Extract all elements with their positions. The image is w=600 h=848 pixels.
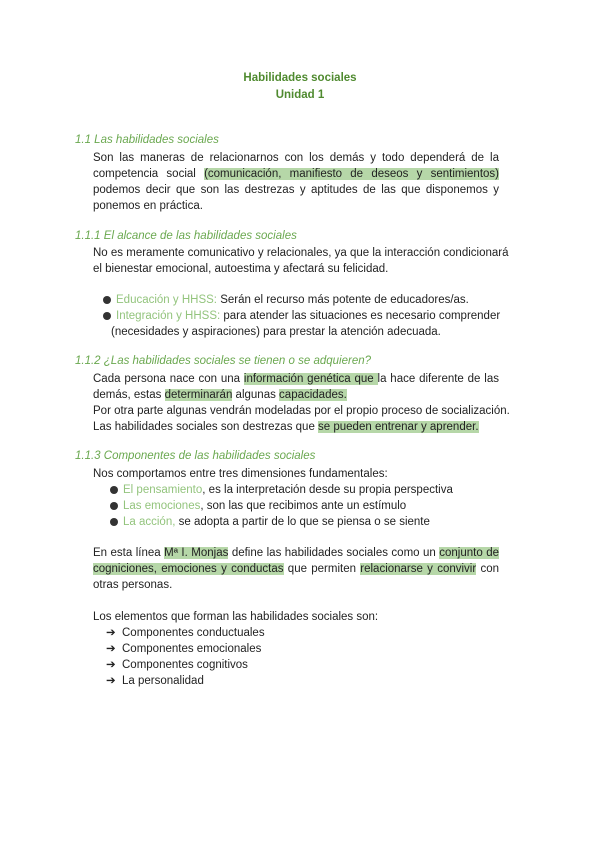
highlighted-text: Mª I. Monjas — [164, 547, 229, 559]
bullet-continuation: (necesidades y aspiraciones) para prestar la atención adecuada. — [111, 326, 441, 338]
bullet-text: para atender las situaciones es necesario comprender — [220, 310, 501, 322]
text-run: que permiten — [283, 563, 361, 575]
bullet-term: Las emociones — [123, 500, 201, 512]
bullet-icon — [110, 518, 118, 526]
arrow-list-item — [106, 641, 261, 657]
bullet-item — [110, 498, 406, 514]
section-heading-1-1: 1.1 Las habilidades sociales — [75, 134, 219, 146]
bullet-text: se adopta a partir de lo que se piensa o se siente — [175, 516, 430, 528]
bullet-item — [103, 292, 469, 308]
section-heading-1-1-2: 1.1.2 ¿Las habilidades sociales se tienen o se adquieren? — [75, 355, 372, 367]
bullet-term: El pensamiento — [123, 484, 203, 496]
highlighted-text: capacidades. — [279, 389, 347, 401]
bullet-term: La acción, — [123, 516, 176, 528]
text-run: Las habilidades sociales son destrezas que — [93, 421, 319, 433]
text-run: competencia social — [93, 168, 205, 180]
bullet-term: Educación y HHSS: — [116, 294, 217, 306]
text-run: define las habilidades sociales como un — [228, 547, 440, 559]
arrow-icon: ➔ — [106, 643, 116, 655]
arrow-list-item — [106, 673, 204, 689]
highlighted-text: (comunicación, manifiesto de deseos y sentimientos) — [204, 168, 499, 180]
paragraph-line — [93, 545, 499, 561]
text-run: algunas — [232, 389, 280, 401]
bullet-item — [110, 482, 453, 498]
paragraph-line — [93, 419, 479, 435]
bullet-text: Serán el recurso más potente de educadores/as. — [217, 294, 469, 306]
text-run: Cada persona nace con una — [93, 373, 244, 385]
highlighted-text: determinarán — [164, 389, 233, 401]
bullet-icon — [110, 486, 118, 494]
paragraph-line — [93, 561, 499, 577]
arrow-icon: ➔ — [106, 659, 116, 671]
paragraph-line — [93, 371, 499, 387]
highlighted-text: cogniciones, emociones y conductas — [93, 563, 284, 575]
highlighted-text: se pueden entrenar y aprender. — [318, 421, 479, 433]
list-item-text: Componentes conductuales — [122, 627, 265, 639]
document-subtitle: Unidad 1 — [275, 89, 325, 101]
bullet-term: Integración y HHSS: — [116, 310, 221, 322]
bullet-item — [103, 308, 500, 324]
document-title: Habilidades sociales — [243, 72, 357, 84]
arrow-icon: ➔ — [106, 675, 116, 687]
text-run: demás, estas — [93, 389, 165, 401]
highlighted-text: relacionarse y convivir — [360, 563, 477, 575]
bullet-text: , es la interpretación desde su propia perspectiva — [202, 484, 453, 496]
list-item-text: Componentes emocionales — [122, 643, 262, 655]
paragraph-line: Por otra parte algunas vendrán modeladas por el propio proceso de socialización. — [93, 405, 510, 417]
bullet-icon — [103, 296, 111, 304]
highlighted-text: información genética que — [243, 373, 378, 385]
paragraph-line: Nos comportamos entre tres dimensiones fundamentales: — [93, 468, 388, 480]
list-item-text: Componentes cognitivos — [122, 659, 248, 671]
bullet-text: , son las que recibimos ante un estímulo — [200, 500, 407, 512]
paragraph-line: No es meramente comunicativo y relacionales, ya que la interacción condicionará — [93, 247, 509, 259]
paragraph-line: ponemos en práctica. — [93, 200, 203, 212]
list-item-text: La personalidad — [122, 675, 204, 687]
bullet-item — [110, 514, 430, 530]
paragraph-line: Son las maneras de relacionarnos con los demás y todo dependerá de la — [93, 152, 499, 164]
paragraph-line: podemos decir que son las destrezas y aptitudes de las que disponemos y — [93, 184, 499, 196]
bullet-icon — [110, 502, 118, 510]
arrow-list-item — [106, 657, 248, 673]
text-run: En esta línea — [93, 547, 165, 559]
paragraph-line — [93, 166, 499, 182]
paragraph-line: el bienestar emocional, autoestima y afectará su felicidad. — [93, 263, 389, 275]
highlighted-text: conjunto de — [439, 547, 499, 559]
section-heading-1-1-3: 1.1.3 Componentes de las habilidades sociales — [75, 450, 316, 462]
text-run: con — [476, 563, 499, 575]
paragraph-line: otras personas. — [93, 579, 173, 591]
arrow-icon: ➔ — [106, 627, 116, 639]
paragraph-line — [93, 387, 347, 403]
bullet-icon — [103, 312, 111, 320]
paragraph-line: Los elementos que forman las habilidades sociales son: — [93, 611, 379, 623]
arrow-list-item — [106, 625, 265, 641]
text-run: la hace diferente de las — [377, 373, 499, 385]
section-heading-1-1-1: 1.1.1 El alcance de las habilidades sociales — [75, 230, 297, 242]
